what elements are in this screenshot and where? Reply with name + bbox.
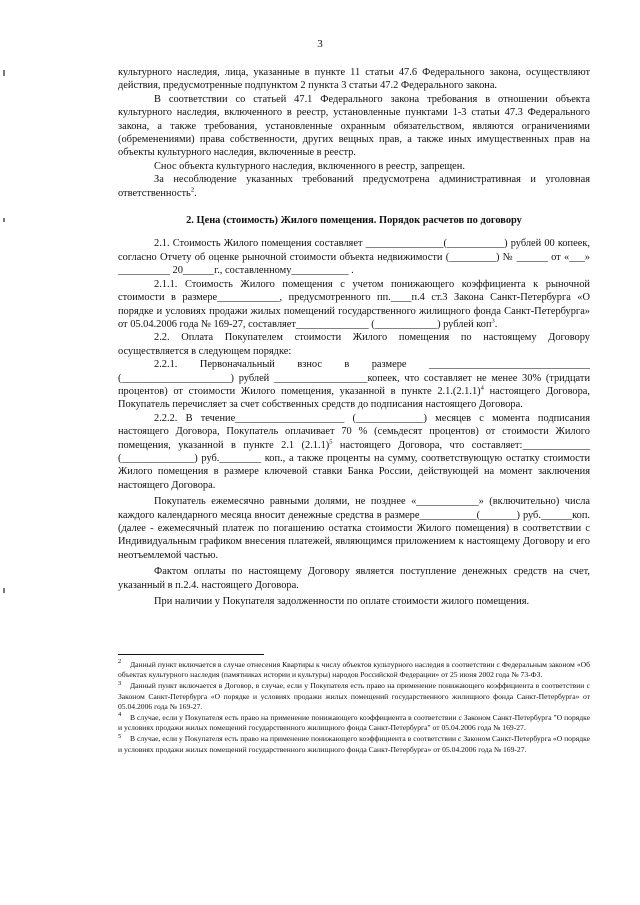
document-body (118, 66, 590, 608)
footnote: $^5$ В случае, если у Покупателя есть право на применение понижающего коэффициента в соответствии с Законом Санкт-Петербурга «О порядке и условиях продажи жилых помещений государственного жилищного фонда Санкт-Петербурга» от 05.04.2006 года № 169-27. (118, 732, 590, 754)
footnote: $^2$ Данный пункт включается в случае отнесения Квартиры к числу объектов культурного наследия в соответствии с Федеральным законом «Об объектах культурного наследия (памятниках истории и культуры) народов Российской Федерации» от 25 июня 2002 года № 73-ФЗ. (118, 658, 590, 680)
page-number: 3 (317, 38, 323, 50)
liability-end: . (194, 187, 197, 199)
paragraph-continuation: культурного наследия, лица, указанные в пункте 11 статьи 47.6 Федерального закона, осуществляют действия, предусмотренные подпунктом 2 пункта 3 статьи 47.2 Федерального закона. (118, 67, 590, 92)
scan-artifact (3, 70, 5, 76)
scan-artifact (3, 588, 5, 593)
footnote: $^3$ Данный пункт включается в Договор, в случае, если у Покупателя есть право на применение понижающего коэффициента в соответствии с Законом Санкт-Петербурга «О порядке и условиях продажи жилых помещений государственного жилищного фонда Санкт-Петербурга» от 05.04.2006 года № 169-27. (118, 679, 590, 711)
footnote-text: Данный пункт включается в Договор, в случае, если у Покупателя есть право на применение понижающего коэффициента в соответствии с Законом Санкт-Петербурга «О порядке и условиях продажи жилых помещений государственного жилищного фонда Санкт-Петербурга» от 05.04.2006 года № 169-27. (118, 681, 590, 711)
p-2-2-2-end: настоящего Договора, что составляет:_____________ (______________) руб.________ коп., а также проценты на сумму, соответствующую остатку стоимости Жилого помещения в размере ключевой ставки Банка России, действующей на момент заключения настоящего Договора. (118, 439, 590, 491)
p-2-2-2-text: 2.2.2. В течение_____________________ (_____________) месяцев с момента подписания настоящего Договора, Покупатель оплачивает 70 % (семьдесят процентов) от стоимости Жилого помещения, указанной в пункте 2.1 (2.1.1) (118, 412, 590, 451)
paragraph-monthly-payment: Покупатель ежемесячно равными долями, не позднее «____________» (включительно) числа каждого календарного месяца вносит денежные средства в размере___________(_______) руб.______коп. (далее - ежемесячный платеж по погашению остатка стоимости Жилого помещения) в соответствии с Индивидуальным графиком внесения платежей, являющимся приложением к настоящему Договору и его неотъемлемой частью. (118, 496, 590, 561)
paragraph-2-2-2 (118, 412, 590, 492)
p-2-2-1-end: настоящего Договора, Покупатель перечисляет за счет собственных средств до подписания настоящего Договора. (118, 385, 591, 411)
paragraph-article-47-1: В соответствии со статьей 47.1 Федерального закона требования в отношении объекта культурного наследия, включенного в реестр, установленные пунктами 1-3 статьи 47.3 Федерального закона, а также требования, установленные охранным обязательством, являются ограничениями (обременениями) права собственности, других вещных прав, а также иных имущественных прав на объекты культурного наследия, включенные в реестр. (118, 93, 590, 159)
footnote-separator (118, 654, 264, 655)
scan-artifact (3, 218, 5, 222)
footnote: $^4$ В случае, если у Покупателя есть право на применение понижающего коэффициента в соответствии с Законом Санкт-Петербурга "О порядке и условиях продажи жилых помещений государственного жилищного фонда Санкт-Петербурга" от 05.04.2006 года № 169-27. (118, 711, 590, 733)
footnote-text: В случае, если у Покупателя есть право на применение понижающего коэффициента в соответствии с Законом Санкт-Петербурга "О порядке и условиях продажи жилых помещений государственного жилищного фонда Санкт-Петербурга" от 05.04.2006 года № 169-27. (118, 713, 590, 733)
footnote-ref: 4 (480, 384, 484, 392)
paragraph-2-2: 2.2. Оплата Покупателем стоимости Жилого помещения по настоящему Договору осуществляется в следующем порядке: (118, 332, 590, 357)
section-heading: 2. Цена (стоимость) Жилого помещения. Порядок расчетов по договору (186, 215, 522, 227)
footnote-text: В случае, если у Покупателя есть право на применение понижающего коэффициента в соответствии с Законом Санкт-Петербурга «О порядке и условиях продажи жилых помещений государственного жилищного фонда Санкт-Петербурга» от 05.04.2006 года № 169-27. (118, 734, 590, 754)
footnote-ref: 3 (491, 317, 495, 325)
paragraph-liability (118, 173, 590, 200)
p-2-1-1-text: 2.1.1. Стоимость Жилого помещения с учетом понижающего коэффициента к рыночной стоимости в размере____________, предусмотренного пп.____п.4 ст.3 Закона Санкт-Петербурга «О порядке и условиях продажи жилых помещений государственного жилищного фонда Санкт-Петербурга» от 05.04.2006 года № 169-27, составляет______________ (____________) рублей коп (118, 278, 590, 330)
paragraph-2-1: 2.1. Стоимость Жилого помещения составляет _______________(___________) рублей 00 копеек, согласно Отчету об оценке рыночной стоимости объекта недвижимости (_________) № ______ от «___» __________ 20______г., составленному___________ . (118, 238, 590, 277)
paragraph-2-2-1 (118, 358, 590, 412)
footnote-ref: 5 (329, 438, 333, 446)
footnote-ref: 2 (190, 186, 195, 194)
paragraph-2-1-1 (118, 278, 590, 332)
liability-text: За несоблюдение указанных требований предусмотрена административная и уголовная ответственность (118, 174, 590, 199)
p-2-1-1-end: . (494, 318, 498, 330)
paragraph-payment-fact: Фактом оплаты по настоящему Договору является поступление денежных средств на счет, указанный в п.2.4. настоящего Договора. (118, 566, 590, 591)
footnote-text: Данный пункт включается в случае отнесения Квартиры к числу объектов культурного наследия в соответствии с Федеральным законом «Об объектах культурного наследия (памятниках истории и культуры) народов Российской Федерации» от 25 июня 2002 года № 73-ФЗ. (118, 660, 590, 680)
paragraph-demolition-ban: Снос объекта культурного наследия, включенного в реестр, запрещен. (154, 160, 465, 172)
p-2-2-1-text: 2.2.1. Первоначальный взнос в размере _______________________________ (_____________________) рублей __________________копеек, что составляет не менее 30% (тридцати процентов) от стоимости Жилого помещения, указанной в пункте 2.1.(2.1.1) (118, 359, 590, 397)
paragraph-debt: При наличии у Покупателя задолженности по оплате стоимости жилого помещения. (154, 596, 530, 608)
footnotes (118, 660, 590, 756)
